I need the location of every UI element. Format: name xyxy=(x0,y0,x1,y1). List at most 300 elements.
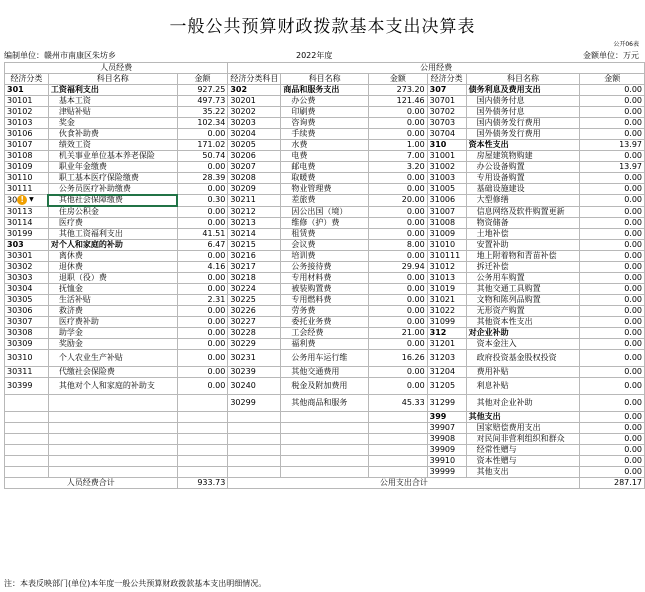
cell-name[interactable]: 其他社会保障缴费 xyxy=(48,195,177,207)
cell-name[interactable]: 基础设施建设 xyxy=(466,184,580,195)
cell-name[interactable]: 委托业务费 xyxy=(281,316,369,327)
cell-amount[interactable]: 0.00 xyxy=(580,151,645,162)
cell-code[interactable] xyxy=(5,455,49,466)
cell-amount[interactable]: 0.00 xyxy=(369,316,428,327)
cell-name[interactable]: 印刷费 xyxy=(281,107,369,118)
cell-name[interactable]: 房屋建筑物购建 xyxy=(466,151,580,162)
cell-amount[interactable]: 0.00 xyxy=(580,184,645,195)
cell-code[interactable] xyxy=(5,466,49,477)
cell-code[interactable]: 30311 xyxy=(5,366,49,377)
cell-code[interactable]: 31012 xyxy=(427,261,466,272)
cell-name[interactable]: 信息网络及软件购置更新 xyxy=(466,206,580,217)
cell-name[interactable]: 物资储备 xyxy=(466,217,580,228)
cell-name[interactable]: 物业管理费 xyxy=(281,184,369,195)
cell-code[interactable]: 30304 xyxy=(5,283,49,294)
cell-name[interactable]: 绩效工资 xyxy=(48,140,177,151)
cell-name[interactable]: 维修（护）费 xyxy=(281,217,369,228)
cell-amount[interactable]: 13.97 xyxy=(580,140,645,151)
cell-name[interactable]: 手续费 xyxy=(281,129,369,140)
cell-amount[interactable]: 0.00 xyxy=(177,338,228,349)
warning-icon[interactable]: ! xyxy=(17,195,27,205)
cell-amount[interactable]: 0.00 xyxy=(580,239,645,250)
cell-amount[interactable]: 0.00 xyxy=(580,466,645,477)
cell-code[interactable]: 312 xyxy=(427,327,466,338)
cell-amount[interactable] xyxy=(177,422,228,433)
cell-amount[interactable]: 0.00 xyxy=(580,455,645,466)
cell-name[interactable]: 办公费 xyxy=(281,96,369,107)
cell-code[interactable]: 30109 xyxy=(5,162,49,173)
cell-amount[interactable]: 7.00 xyxy=(369,151,428,162)
cell-code[interactable]: 30306 xyxy=(5,305,49,316)
cell-amount[interactable]: 0.00 xyxy=(177,217,228,228)
cell-name[interactable]: 地上附着物和青苗补偿 xyxy=(466,250,580,261)
cell-amount[interactable]: 0.00 xyxy=(177,366,228,377)
cell-code[interactable]: 30205 xyxy=(228,140,281,151)
cell-code[interactable] xyxy=(228,433,281,444)
cell-name[interactable]: 对民间非营利组织和群众 xyxy=(466,433,580,444)
cell-code[interactable]: 310111 xyxy=(427,250,466,261)
cell-amount[interactable]: 121.46 xyxy=(369,96,428,107)
cell-name[interactable]: 其他支出 xyxy=(466,411,580,422)
cell-amount[interactable]: 171.02 xyxy=(177,140,228,151)
cell-code[interactable]: 30114 xyxy=(5,217,49,228)
cell-amount[interactable] xyxy=(369,422,428,433)
cell-name[interactable]: 职工基本医疗保险缴费 xyxy=(48,173,177,184)
cell-amount[interactable]: 21.00 xyxy=(369,327,428,338)
cell-name[interactable]: 助学金 xyxy=(48,327,177,338)
cell-name[interactable]: 伙食补助费 xyxy=(48,129,177,140)
cell-amount[interactable]: 0.00 xyxy=(580,294,645,305)
cell-code[interactable]: 399 xyxy=(427,411,466,422)
cell-amount[interactable]: 0.00 xyxy=(369,366,428,377)
cell-name[interactable]: 国家赔偿费用支出 xyxy=(466,422,580,433)
cell-code[interactable]: 30113 xyxy=(5,206,49,217)
cell-name[interactable]: 其他商品和服务 xyxy=(281,394,369,411)
cell-name[interactable]: 福利费 xyxy=(281,338,369,349)
cell-amount[interactable]: 0.00 xyxy=(580,206,645,217)
cell-code[interactable]: 302 xyxy=(228,85,281,96)
cell-name[interactable]: 奖励金 xyxy=(48,338,177,349)
cell-code[interactable]: 39908 xyxy=(427,433,466,444)
cell-amount[interactable] xyxy=(369,411,428,422)
cell-amount[interactable]: 0.00 xyxy=(369,338,428,349)
cell-amount[interactable] xyxy=(177,466,228,477)
cell-code[interactable]: 30305 xyxy=(5,294,49,305)
cell-name[interactable]: 医疗费补助 xyxy=(48,316,177,327)
cell-code[interactable] xyxy=(5,394,49,411)
cell-amount[interactable]: 0.00 xyxy=(369,107,428,118)
cell-amount[interactable]: 0.00 xyxy=(580,305,645,316)
cell-amount[interactable]: 0.00 xyxy=(580,349,645,366)
cell-code[interactable]: 30209 xyxy=(228,184,281,195)
chevron-down-icon[interactable]: ▼ xyxy=(27,196,34,203)
cell-code[interactable]: 30204 xyxy=(228,129,281,140)
cell-amount[interactable]: 45.33 xyxy=(369,394,428,411)
cell-code[interactable]: 30308 xyxy=(5,327,49,338)
cell-code[interactable]: 30199 xyxy=(5,228,49,239)
cell-amount[interactable]: 0.00 xyxy=(177,272,228,283)
cell-amount[interactable] xyxy=(177,444,228,455)
cell-code[interactable]: 31005 xyxy=(427,184,466,195)
cell-amount[interactable]: 0.00 xyxy=(369,305,428,316)
cell-amount[interactable]: 0.00 xyxy=(580,327,645,338)
cell-name[interactable] xyxy=(48,466,177,477)
cell-amount[interactable]: 0.00 xyxy=(177,206,228,217)
cell-name[interactable]: 专用材料费 xyxy=(281,272,369,283)
cell-amount[interactable]: 0.00 xyxy=(580,283,645,294)
cell-code[interactable] xyxy=(228,444,281,455)
cell-code[interactable]: 30214 xyxy=(228,228,281,239)
cell-name[interactable]: 资本性赠与 xyxy=(466,455,580,466)
cell-code[interactable] xyxy=(228,455,281,466)
cell-amount[interactable]: 0.00 xyxy=(580,129,645,140)
cell-amount[interactable]: 0.00 xyxy=(369,118,428,129)
cell-amount[interactable]: 0.00 xyxy=(369,173,428,184)
cell-amount[interactable]: 0.00 xyxy=(580,411,645,422)
cell-amount[interactable]: 0.00 xyxy=(580,118,645,129)
cell-code[interactable]: 30302 xyxy=(5,261,49,272)
cell-name[interactable]: 土地补偿 xyxy=(466,228,580,239)
cell-amount[interactable]: 0.00 xyxy=(580,338,645,349)
cell-name[interactable]: 国内债务付息 xyxy=(466,96,580,107)
cell-code[interactable] xyxy=(228,411,281,422)
cell-amount[interactable]: 0.00 xyxy=(580,444,645,455)
cell-name[interactable]: 对个人和家庭的补助 xyxy=(48,239,177,250)
cell-code[interactable]: 303 xyxy=(5,239,49,250)
cell-code[interactable]: 30201 xyxy=(228,96,281,107)
cell-amount[interactable]: 0.00 xyxy=(580,377,645,394)
cell-code[interactable]: 31006 xyxy=(427,195,466,207)
cell-amount[interactable]: 0.00 xyxy=(369,129,428,140)
cell-code[interactable]: 30224 xyxy=(228,283,281,294)
cell-name[interactable]: 退职（役）费 xyxy=(48,272,177,283)
cell-amount[interactable]: 0.00 xyxy=(580,433,645,444)
cell-code[interactable]: 30225 xyxy=(228,294,281,305)
cell-amount[interactable]: 0.00 xyxy=(177,283,228,294)
cell-amount[interactable]: 0.00 xyxy=(369,217,428,228)
cell-name[interactable]: 专用燃料费 xyxy=(281,294,369,305)
cell-amount[interactable]: 0.00 xyxy=(580,250,645,261)
cell-amount[interactable]: 13.97 xyxy=(580,162,645,173)
cell-name[interactable]: 奖金 xyxy=(48,118,177,129)
cell-code[interactable]: 30213 xyxy=(228,217,281,228)
cell-code[interactable]: 30307 xyxy=(5,316,49,327)
cell-code[interactable]: 31204 xyxy=(427,366,466,377)
cell-code[interactable]: 307 xyxy=(427,85,466,96)
cell-code[interactable]: 31205 xyxy=(427,377,466,394)
cell-code[interactable]: 31299 xyxy=(427,394,466,411)
cell-amount[interactable]: 6.47 xyxy=(177,239,228,250)
cell-amount[interactable] xyxy=(369,466,428,477)
cell-name[interactable]: 公务员医疗补助缴费 xyxy=(48,184,177,195)
cell-name[interactable]: 其他资本性支出 xyxy=(466,316,580,327)
cell-code[interactable]: 30215 xyxy=(228,239,281,250)
cell-name[interactable]: 抚恤金 xyxy=(48,283,177,294)
cell-code[interactable]: 30226 xyxy=(228,305,281,316)
cell-code[interactable]: 31099 xyxy=(427,316,466,327)
cell-amount[interactable] xyxy=(177,411,228,422)
cell-name[interactable]: 工会经费 xyxy=(281,327,369,338)
cell-amount[interactable]: 0.30 xyxy=(177,195,228,207)
cell-name[interactable] xyxy=(281,433,369,444)
cell-code[interactable]: 31021 xyxy=(427,294,466,305)
cell-name[interactable] xyxy=(48,411,177,422)
cell-amount[interactable] xyxy=(177,394,228,411)
cell-name[interactable] xyxy=(48,433,177,444)
cell-amount[interactable]: 35.22 xyxy=(177,107,228,118)
cell-amount[interactable]: 0.00 xyxy=(580,261,645,272)
cell-amount[interactable]: 0.00 xyxy=(580,228,645,239)
cell-code[interactable]: 30310 xyxy=(5,349,49,366)
cell-code[interactable]: 30207 xyxy=(228,162,281,173)
cell-code[interactable]: 30202 xyxy=(228,107,281,118)
cell-code[interactable]: 30212 xyxy=(228,206,281,217)
cell-amount[interactable]: 28.39 xyxy=(177,173,228,184)
cell-code[interactable]: 31019 xyxy=(427,283,466,294)
cell-name[interactable]: 救济费 xyxy=(48,305,177,316)
cell-code[interactable]: 30111 xyxy=(5,184,49,195)
cell-name[interactable] xyxy=(48,455,177,466)
cell-amount[interactable]: 0.00 xyxy=(177,349,228,366)
cell-amount[interactable]: 0.00 xyxy=(580,85,645,96)
cell-code[interactable]: 39999 xyxy=(427,466,466,477)
cell-amount[interactable] xyxy=(177,433,228,444)
cell-name[interactable] xyxy=(48,444,177,455)
cell-code[interactable]: 30229 xyxy=(228,338,281,349)
cell-name[interactable]: 咨询费 xyxy=(281,118,369,129)
cell-code[interactable]: 30299 xyxy=(228,394,281,411)
cell-code[interactable]: 31201 xyxy=(427,338,466,349)
cell-name[interactable]: 被装购置费 xyxy=(281,283,369,294)
cell-code[interactable]: 30399 xyxy=(5,377,49,394)
cell-amount[interactable]: 0.00 xyxy=(369,294,428,305)
cell-name[interactable]: 差旅费 xyxy=(281,195,369,207)
cell-code[interactable]: 30303 xyxy=(5,272,49,283)
cell-amount[interactable]: 0.00 xyxy=(177,327,228,338)
cell-name[interactable]: 办公设备购置 xyxy=(466,162,580,173)
cell-name[interactable]: 机关事业单位基本养老保险 xyxy=(48,151,177,162)
cell-amount[interactable]: 0.00 xyxy=(369,206,428,217)
cell-amount[interactable]: 8.00 xyxy=(369,239,428,250)
cell-name[interactable]: 公务用车购置 xyxy=(466,272,580,283)
cell-amount[interactable]: 0.00 xyxy=(580,316,645,327)
cell-name[interactable]: 水费 xyxy=(281,140,369,151)
cell-amount[interactable] xyxy=(177,455,228,466)
cell-code[interactable]: 30103 xyxy=(5,118,49,129)
cell-amount[interactable]: 16.26 xyxy=(369,349,428,366)
cell-amount[interactable]: 0.00 xyxy=(177,316,228,327)
cell-code[interactable] xyxy=(5,195,49,207)
cell-name[interactable] xyxy=(48,422,177,433)
cell-code[interactable]: 39909 xyxy=(427,444,466,455)
cell-code[interactable] xyxy=(5,433,49,444)
cell-code[interactable] xyxy=(5,422,49,433)
cell-name[interactable]: 个人农业生产补贴 xyxy=(48,349,177,366)
cell-name[interactable]: 安置补助 xyxy=(466,239,580,250)
cell-amount[interactable]: 0.00 xyxy=(177,377,228,394)
cell-code[interactable]: 30228 xyxy=(228,327,281,338)
cell-name[interactable]: 公务接待费 xyxy=(281,261,369,272)
cell-amount[interactable]: 50.74 xyxy=(177,151,228,162)
cell-code[interactable]: 30309 xyxy=(5,338,49,349)
cell-amount[interactable]: 0.00 xyxy=(580,422,645,433)
cell-name[interactable]: 退休费 xyxy=(48,261,177,272)
cell-amount[interactable]: 0.00 xyxy=(580,366,645,377)
cell-name[interactable]: 电费 xyxy=(281,151,369,162)
cell-name[interactable]: 拆迁补偿 xyxy=(466,261,580,272)
cell-name[interactable]: 其他交通工具购置 xyxy=(466,283,580,294)
cell-name[interactable]: 利息补贴 xyxy=(466,377,580,394)
cell-name[interactable]: 基本工资 xyxy=(48,96,177,107)
cell-code[interactable]: 310 xyxy=(427,140,466,151)
cell-name[interactable]: 政府投资基金股权投资 xyxy=(466,349,580,366)
cell-amount[interactable]: 2.31 xyxy=(177,294,228,305)
cell-code[interactable]: 30702 xyxy=(427,107,466,118)
cell-amount[interactable]: 0.00 xyxy=(580,107,645,118)
cell-amount[interactable]: 4.16 xyxy=(177,261,228,272)
cell-code[interactable]: 30102 xyxy=(5,107,49,118)
cell-amount[interactable]: 0.00 xyxy=(369,377,428,394)
cell-name[interactable] xyxy=(281,444,369,455)
cell-amount[interactable]: 927.25 xyxy=(177,85,228,96)
cell-name[interactable] xyxy=(281,466,369,477)
cell-amount[interactable]: 0.00 xyxy=(369,283,428,294)
cell-name[interactable]: 资本金注入 xyxy=(466,338,580,349)
cell-name[interactable]: 大型修缮 xyxy=(466,195,580,207)
cell-code[interactable] xyxy=(5,444,49,455)
cell-code[interactable]: 30203 xyxy=(228,118,281,129)
cell-code[interactable]: 31203 xyxy=(427,349,466,366)
cell-code[interactable]: 39907 xyxy=(427,422,466,433)
cell-name[interactable]: 国内债务发行费用 xyxy=(466,118,580,129)
cell-code[interactable]: 30701 xyxy=(427,96,466,107)
cell-code[interactable]: 30703 xyxy=(427,118,466,129)
cell-code[interactable]: 39910 xyxy=(427,455,466,466)
cell-name[interactable]: 住房公积金 xyxy=(48,206,177,217)
cell-amount[interactable]: 0.00 xyxy=(580,272,645,283)
cell-amount[interactable]: 0.00 xyxy=(369,250,428,261)
cell-name[interactable]: 文物和陈列品购置 xyxy=(466,294,580,305)
cell-amount[interactable]: 0.00 xyxy=(580,394,645,411)
cell-amount[interactable]: 0.00 xyxy=(177,129,228,140)
cell-amount[interactable]: 1.00 xyxy=(369,140,428,151)
cell-amount[interactable]: 0.00 xyxy=(177,305,228,316)
cell-amount[interactable]: 0.00 xyxy=(580,217,645,228)
cell-name[interactable]: 商品和服务支出 xyxy=(281,85,369,96)
cell-name[interactable]: 无形资产购置 xyxy=(466,305,580,316)
cell-code[interactable]: 30108 xyxy=(5,151,49,162)
cell-code[interactable]: 30110 xyxy=(5,173,49,184)
cell-amount[interactable]: 0.00 xyxy=(177,184,228,195)
cell-code[interactable]: 30704 xyxy=(427,129,466,140)
cell-amount[interactable]: 273.20 xyxy=(369,85,428,96)
cell-code[interactable]: 30211 xyxy=(228,195,281,207)
cell-name[interactable] xyxy=(281,422,369,433)
cell-amount[interactable]: 0.00 xyxy=(580,173,645,184)
cell-code[interactable]: 31022 xyxy=(427,305,466,316)
cell-code[interactable] xyxy=(228,466,281,477)
cell-name[interactable]: 公务用车运行维 xyxy=(281,349,369,366)
cell-name[interactable]: 国外债务付息 xyxy=(466,107,580,118)
cell-code[interactable]: 30217 xyxy=(228,261,281,272)
cell-name[interactable]: 工资福利支出 xyxy=(48,85,177,96)
cell-amount[interactable]: 0.00 xyxy=(580,195,645,207)
cell-code[interactable]: 30206 xyxy=(228,151,281,162)
cell-name[interactable]: 职业年金缴费 xyxy=(48,162,177,173)
cell-name[interactable] xyxy=(48,394,177,411)
cell-name[interactable]: 离休费 xyxy=(48,250,177,261)
cell-amount[interactable]: 0.00 xyxy=(177,250,228,261)
cell-amount[interactable] xyxy=(369,455,428,466)
cell-name[interactable]: 医疗费 xyxy=(48,217,177,228)
cell-code[interactable]: 30231 xyxy=(228,349,281,366)
cell-name[interactable]: 债务利息及费用支出 xyxy=(466,85,580,96)
cell-amount[interactable]: 497.73 xyxy=(177,96,228,107)
cell-code[interactable] xyxy=(5,411,49,422)
cell-name[interactable]: 对企业补助 xyxy=(466,327,580,338)
cell-code[interactable]: 30227 xyxy=(228,316,281,327)
cell-name[interactable]: 国外债务发行费用 xyxy=(466,129,580,140)
cell-name[interactable]: 劳务费 xyxy=(281,305,369,316)
cell-code[interactable]: 30107 xyxy=(5,140,49,151)
cell-amount[interactable]: 102.34 xyxy=(177,118,228,129)
cell-amount[interactable] xyxy=(369,433,428,444)
cell-code[interactable]: 30301 xyxy=(5,250,49,261)
cell-name[interactable]: 经常性赠与 xyxy=(466,444,580,455)
cell-name[interactable]: 取暖费 xyxy=(281,173,369,184)
cell-code[interactable]: 30218 xyxy=(228,272,281,283)
cell-name[interactable]: 因公出国（境） xyxy=(281,206,369,217)
cell-code[interactable]: 31013 xyxy=(427,272,466,283)
cell-name[interactable]: 税金及附加费用 xyxy=(281,377,369,394)
cell-code[interactable]: 30239 xyxy=(228,366,281,377)
cell-name[interactable]: 租赁费 xyxy=(281,228,369,239)
cell-amount[interactable]: 0.00 xyxy=(369,272,428,283)
cell-code[interactable]: 31003 xyxy=(427,173,466,184)
cell-code[interactable]: 31001 xyxy=(427,151,466,162)
cell-name[interactable]: 其他交通费用 xyxy=(281,366,369,377)
cell-code[interactable]: 30106 xyxy=(5,129,49,140)
cell-code[interactable]: 31007 xyxy=(427,206,466,217)
cell-name[interactable]: 生活补贴 xyxy=(48,294,177,305)
cell-amount[interactable]: 3.20 xyxy=(369,162,428,173)
cell-amount[interactable]: 41.51 xyxy=(177,228,228,239)
cell-name[interactable]: 津贴补贴 xyxy=(48,107,177,118)
cell-name[interactable]: 会议费 xyxy=(281,239,369,250)
cell-name[interactable]: 资本性支出 xyxy=(466,140,580,151)
cell-code[interactable]: 30216 xyxy=(228,250,281,261)
cell-name[interactable]: 专用设备购置 xyxy=(466,173,580,184)
cell-code[interactable]: 31009 xyxy=(427,228,466,239)
cell-code[interactable]: 301 xyxy=(5,85,49,96)
cell-code[interactable]: 31010 xyxy=(427,239,466,250)
cell-amount[interactable]: 0.00 xyxy=(369,228,428,239)
cell-name[interactable]: 邮电费 xyxy=(281,162,369,173)
cell-code[interactable] xyxy=(228,422,281,433)
cell-name[interactable] xyxy=(281,455,369,466)
cell-name[interactable]: 其他对个人和家庭的补助支 xyxy=(48,377,177,394)
cell-name[interactable]: 代缴社会保险费 xyxy=(48,366,177,377)
cell-name[interactable]: 其他工资福利支出 xyxy=(48,228,177,239)
cell-amount[interactable]: 0.00 xyxy=(369,184,428,195)
cell-code[interactable]: 30208 xyxy=(228,173,281,184)
cell-code[interactable]: 30240 xyxy=(228,377,281,394)
cell-amount[interactable]: 0.00 xyxy=(177,162,228,173)
cell-amount[interactable]: 20.00 xyxy=(369,195,428,207)
cell-code[interactable]: 31002 xyxy=(427,162,466,173)
cell-code[interactable]: 30101 xyxy=(5,96,49,107)
cell-name[interactable]: 费用补贴 xyxy=(466,366,580,377)
